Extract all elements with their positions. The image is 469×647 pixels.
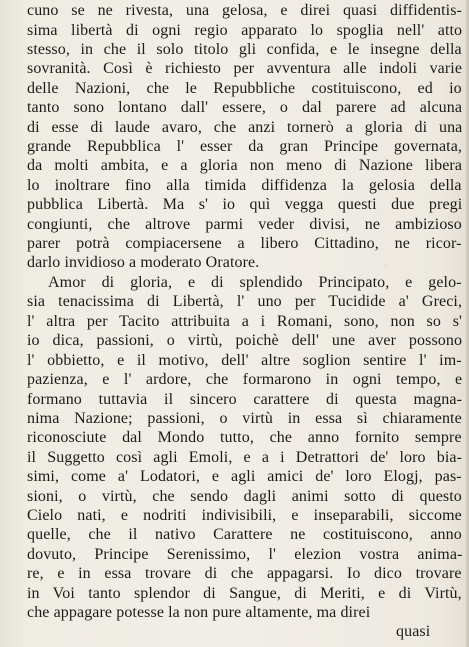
text-line: sima libertà di ogni regio apparato lo spoglia nell' atto — [27, 22, 463, 39]
text-line: tanto sono lontano dall' essere, o dal parere ad alcuna — [27, 99, 463, 116]
text-line: delle Nazioni, che le Repubbliche costituiscono, ed io — [27, 80, 462, 97]
text-line: lo inoltrare fino alla timida diffidenza la gelosia della — [27, 177, 462, 194]
text-line: simi, come a' Lodatori, e agli amici de' loro Elogj, pas- — [27, 468, 462, 485]
text-line: quelle, che il nativo Carattere ne costituiscono, anno — [27, 526, 462, 543]
text-line: dovuto, Principe Serenissimo, l' elezion vostra anima- — [27, 546, 463, 563]
text-line: darlo invidioso a moderato Oratore. — [27, 254, 260, 271]
text-line: pazienza, e l' ardore, che formarono in ogni tempo, e — [27, 371, 463, 388]
text-line: sovranità. Così è richiesto per avventura alle indoli varie — [27, 60, 463, 77]
text-line: congiunti, che altrove parmi veder divisi, ne ambizioso — [27, 216, 462, 233]
text-line: l' obbietto, e il motivo, dell' altre soglion sentire l' im- — [27, 352, 462, 369]
text-line: Amor di gloria, e di splendido Principato, e gelo- — [48, 274, 462, 291]
text-line: grande Repubblica l' esser da gran Principe governata, — [27, 138, 463, 155]
text-line: stesso, in che il solo titolo gli confida, e le insegne della — [27, 41, 462, 58]
catchword: quasi — [396, 623, 431, 640]
text-line: di esse di laude avaro, che anzi tornerò a gloria di una — [27, 119, 463, 136]
text-line: Cielo nati, e nodriti indivisibili, e inseparabili, siccome — [27, 507, 462, 524]
text-line: l' altra per Tacito attribuita a i Romani, sono, non so s' — [27, 313, 463, 330]
text-line: nima Nazione; passioni, o virtù in essa sì chiaramente — [27, 410, 462, 427]
text-line: in Voi tanto splendor di Sangue, di Meriti, e di Virtù, — [27, 585, 462, 602]
text-line: re, e in essa trovare di che appagarsi. Io dico trovare — [27, 565, 462, 582]
text-line: sia tenacissima di Libertà, l' uno per Tucidide a' Greci, — [27, 293, 463, 310]
text-line: sioni, o virtù, che sendo dagli animi sotto di questo — [27, 488, 462, 505]
text-line: io dica, passioni, o virtù, poichè dell' une aver possono — [27, 332, 463, 349]
bleed-through-text: - — [383, 258, 387, 272]
text-line: riconosciute dal Mondo tutto, che anno fornito sempre — [27, 429, 462, 446]
text-line: formano tuttavia il sincero carattere di questa magna- — [27, 391, 463, 408]
text-line: parer potrà compiacersene a libero Cittadino, ne ricor- — [27, 235, 462, 252]
text-line: cuno se ne rivesta, una gelosa, e direi quasi diffidentis- — [27, 2, 462, 19]
text-line: il Suggetto così agli Emoli, e a i Detrattori de' loro bia- — [27, 449, 463, 466]
text-line: da molti ambita, e a gloria non meno di Nazione libera — [27, 157, 463, 174]
text-line: pubblica Libertà. Ma s' io quì vegga questi due pregi — [27, 196, 463, 213]
text-line: che appagare potesse la non pure altamente, ma direi — [27, 604, 371, 621]
